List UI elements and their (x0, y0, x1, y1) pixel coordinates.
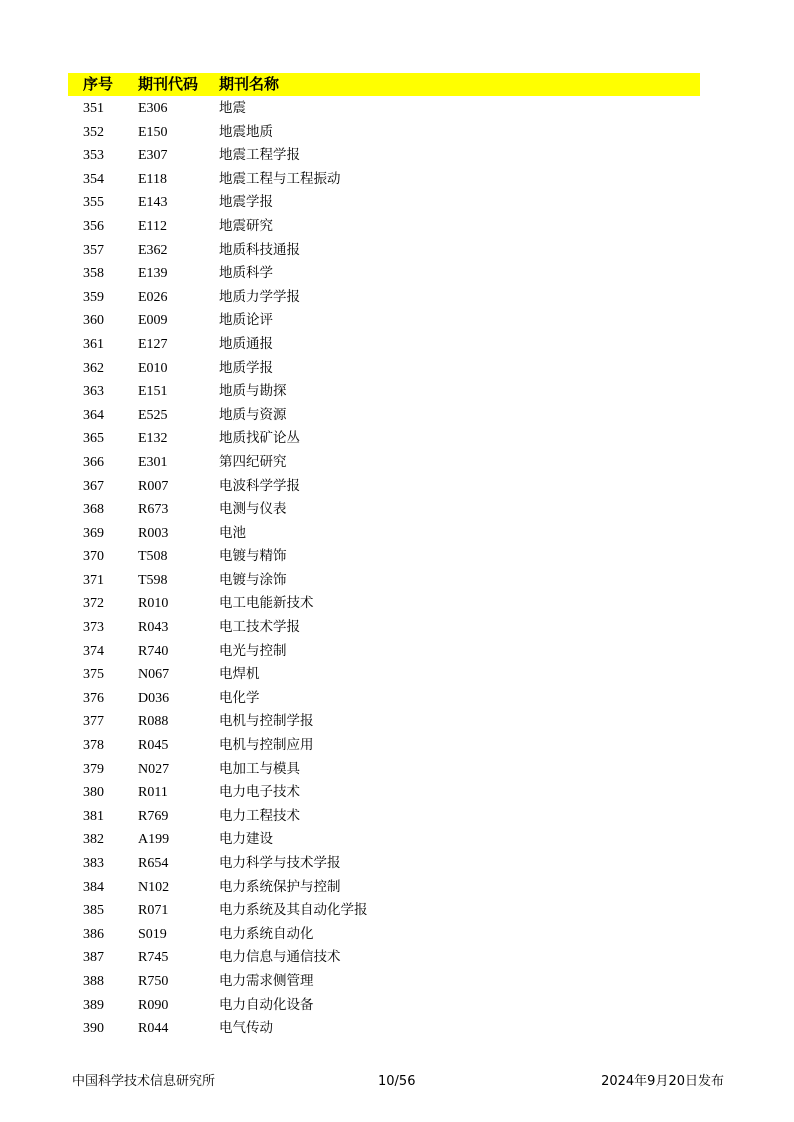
row-serial-number: 377 (83, 714, 104, 730)
row-journal-name: 第四纪研究 (219, 453, 287, 470)
row-journal-name: 地震工程与工程振动 (219, 170, 341, 187)
row-journal-code: E010 (138, 360, 168, 376)
row-journal-name: 电测与仪表 (219, 501, 287, 518)
row-journal-code: R043 (138, 620, 169, 636)
row-serial-number: 360 (83, 313, 104, 329)
row-journal-name: 地质与资源 (219, 406, 287, 423)
row-serial-number: 387 (83, 950, 104, 966)
row-serial-number: 365 (83, 431, 104, 447)
row-journal-name: 电镀与精饰 (219, 548, 287, 565)
footer-organization: 中国科学技术信息研究所 (72, 1074, 216, 1089)
row-journal-name: 地震 (219, 100, 246, 116)
row-journal-name: 地质论评 (219, 312, 273, 329)
row-journal-name: 电力系统自动化 (219, 925, 314, 942)
table-row (68, 687, 700, 711)
row-serial-number: 357 (83, 242, 104, 258)
row-serial-number: 389 (83, 997, 104, 1013)
row-serial-number: 388 (83, 973, 104, 989)
table-row (68, 309, 700, 333)
row-journal-code: R045 (138, 738, 169, 754)
row-journal-code: E307 (138, 148, 168, 164)
row-serial-number: 359 (83, 289, 104, 305)
row-serial-number: 355 (83, 195, 104, 211)
row-serial-number: 374 (83, 643, 104, 659)
table-row (68, 781, 700, 805)
table-row (68, 357, 700, 381)
table-row (68, 498, 700, 522)
row-journal-code: E150 (138, 124, 168, 140)
row-journal-name: 电气传动 (219, 1020, 273, 1037)
row-journal-name: 地震地质 (219, 123, 273, 140)
table-row (68, 427, 700, 451)
row-journal-code: R088 (138, 714, 169, 730)
table-row (68, 946, 700, 970)
table-row (68, 380, 700, 404)
table-row (68, 1017, 700, 1041)
table-row (68, 994, 700, 1018)
table-row (68, 168, 700, 192)
row-journal-code: E306 (138, 101, 168, 116)
table-row (68, 734, 700, 758)
row-serial-number: 376 (83, 690, 104, 706)
row-serial-number: 379 (83, 761, 104, 777)
row-serial-number: 382 (83, 832, 104, 848)
table-row (68, 805, 700, 829)
row-journal-name: 电力电子技术 (219, 784, 300, 801)
row-serial-number: 370 (83, 549, 104, 565)
row-journal-code: N027 (138, 761, 170, 777)
row-serial-number: 390 (83, 1021, 104, 1037)
row-journal-code: R011 (138, 785, 168, 801)
row-journal-name: 电工技术学报 (219, 619, 300, 636)
row-journal-code: R654 (138, 856, 169, 871)
row-serial-number: 368 (83, 502, 104, 518)
row-journal-name: 电力科学与技术学报 (219, 855, 341, 871)
row-journal-code: A199 (138, 832, 170, 848)
row-journal-code: D036 (138, 690, 170, 706)
page-footer (0, 1073, 794, 1093)
row-serial-number: 356 (83, 218, 104, 234)
row-serial-number: 380 (83, 785, 104, 801)
table-row (68, 663, 700, 687)
row-serial-number: 358 (83, 266, 104, 282)
table-row (68, 545, 700, 569)
row-serial-number: 351 (83, 101, 104, 116)
row-serial-number: 352 (83, 124, 104, 140)
footer-publish-date: 2024年9月20日发布 (601, 1074, 724, 1089)
table-row (68, 710, 700, 734)
table-row (68, 522, 700, 546)
row-journal-name: 电机与控制学报 (219, 713, 314, 730)
row-journal-name: 电力建设 (219, 831, 273, 848)
row-journal-code: E151 (138, 384, 168, 400)
row-journal-name: 地质科学 (219, 265, 273, 282)
header-journal-name: 期刊名称 (219, 76, 280, 93)
table-header (68, 73, 700, 96)
row-serial-number: 375 (83, 667, 104, 683)
row-serial-number: 372 (83, 596, 104, 612)
table-row (68, 852, 700, 876)
row-serial-number: 378 (83, 738, 104, 754)
table-row (68, 215, 700, 239)
row-journal-code: N067 (138, 667, 170, 683)
row-journal-code: T508 (138, 549, 168, 565)
table-row (68, 333, 700, 357)
row-serial-number: 367 (83, 478, 104, 494)
row-journal-code: R007 (138, 478, 169, 494)
table-row (68, 592, 700, 616)
row-serial-number: 381 (83, 808, 104, 824)
row-serial-number: 371 (83, 572, 104, 588)
row-journal-code: E132 (138, 431, 168, 447)
row-journal-code: E525 (138, 407, 168, 423)
row-serial-number: 384 (83, 879, 104, 895)
row-journal-code: R071 (138, 903, 169, 919)
row-journal-name: 地质科技通报 (219, 241, 300, 258)
row-journal-code: R044 (138, 1021, 169, 1037)
row-serial-number: 361 (83, 336, 104, 352)
row-serial-number: 366 (83, 454, 104, 470)
table-row (68, 191, 700, 215)
row-journal-name: 地震学报 (219, 194, 273, 211)
table-row (68, 899, 700, 923)
row-journal-code: R673 (138, 502, 169, 518)
row-serial-number: 353 (83, 148, 104, 164)
row-journal-name: 地质与勘探 (219, 383, 287, 400)
row-journal-code: E143 (138, 195, 168, 211)
table-body (68, 97, 700, 1041)
row-journal-code: E127 (138, 336, 168, 352)
row-journal-code: E009 (138, 313, 168, 329)
row-journal-code: R010 (138, 596, 169, 612)
table-row (68, 404, 700, 428)
row-journal-name: 电波科学学报 (219, 477, 300, 494)
row-journal-code: S019 (138, 926, 167, 942)
table-row (68, 239, 700, 263)
row-serial-number: 386 (83, 926, 104, 942)
table-row (68, 970, 700, 994)
row-journal-code: R745 (138, 950, 169, 966)
row-journal-code: E362 (138, 242, 168, 258)
row-journal-name: 电机与控制应用 (219, 737, 314, 754)
table-row (68, 475, 700, 499)
row-journal-name: 电工电能新技术 (219, 595, 314, 612)
table-row (68, 923, 700, 947)
row-journal-code: R740 (138, 643, 169, 659)
table-row (68, 144, 700, 168)
row-journal-code: E139 (138, 266, 168, 282)
row-serial-number: 383 (83, 856, 104, 871)
row-journal-name: 电池 (219, 524, 246, 541)
row-journal-name: 电焊机 (219, 666, 260, 683)
row-serial-number: 385 (83, 903, 104, 919)
table-row (68, 758, 700, 782)
row-journal-code: E026 (138, 289, 168, 305)
row-journal-name: 地震工程学报 (219, 147, 300, 164)
row-journal-code: E118 (138, 171, 168, 187)
row-serial-number: 373 (83, 620, 104, 636)
row-serial-number: 363 (83, 384, 104, 400)
row-journal-code: R750 (138, 973, 169, 989)
row-journal-name: 地质找矿论丛 (219, 430, 300, 447)
row-journal-name: 电镀与涂饰 (219, 571, 287, 588)
row-serial-number: 364 (83, 407, 104, 423)
table-row (68, 569, 700, 593)
row-journal-code: R090 (138, 997, 169, 1013)
row-journal-name: 电力系统及其自动化学报 (219, 902, 368, 919)
table-row (68, 828, 700, 852)
header-serial-number: 序号 (83, 76, 114, 93)
table-row (68, 262, 700, 286)
row-journal-name: 地质力学学报 (219, 288, 300, 305)
row-serial-number: 354 (83, 171, 104, 187)
table-row (68, 286, 700, 310)
row-journal-code: T598 (138, 572, 168, 588)
footer-page-number: 10/56 (378, 1074, 416, 1089)
table-row (68, 451, 700, 475)
row-journal-code: R003 (138, 525, 169, 541)
table-row (68, 876, 700, 900)
row-journal-code: E301 (138, 454, 168, 470)
row-journal-name: 电加工与模具 (219, 760, 300, 777)
row-journal-name: 电力工程技术 (219, 807, 300, 824)
row-serial-number: 362 (83, 360, 104, 376)
row-journal-name: 地质通报 (219, 335, 273, 352)
row-journal-name: 电力需求侧管理 (219, 972, 314, 989)
row-journal-name: 电光与控制 (219, 642, 287, 659)
row-journal-name: 电力系统保护与控制 (219, 878, 341, 895)
row-journal-name: 地质学报 (219, 359, 273, 376)
row-journal-name: 电化学 (219, 689, 260, 706)
row-journal-name: 地震研究 (219, 217, 273, 234)
row-journal-code: R769 (138, 808, 169, 824)
table-row (68, 640, 700, 664)
table-row (68, 121, 700, 145)
row-journal-name: 电力自动化设备 (219, 996, 314, 1013)
table-row (68, 616, 700, 640)
table-row (68, 97, 700, 121)
row-serial-number: 369 (83, 525, 104, 541)
row-journal-code: N102 (138, 879, 170, 895)
header-journal-code: 期刊代码 (138, 76, 199, 93)
row-journal-code: E112 (138, 218, 168, 234)
row-journal-name: 电力信息与通信技术 (219, 949, 341, 966)
